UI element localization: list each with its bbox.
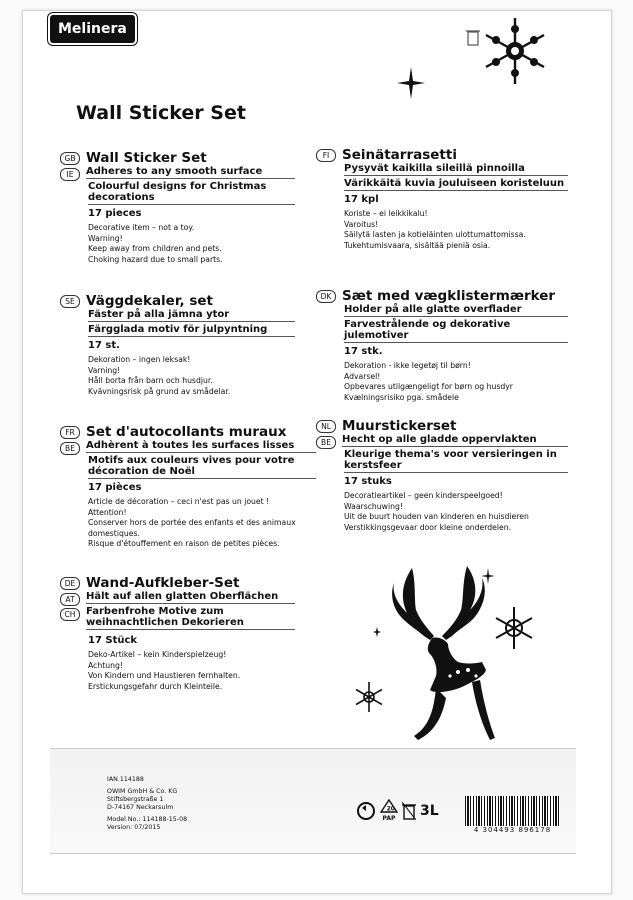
warning-line: Risque d'étouffement en raison de petites pièces. (88, 539, 280, 548)
feature-line: Färgglada motiv för julpyntning (88, 324, 295, 337)
section-heading: Wand-Aufkleber-Set (86, 575, 240, 591)
barcode (465, 796, 560, 834)
feature-line: Farvestrålende og dekorative julemotiver (344, 319, 568, 343)
feature-line: Motifs aux couleurs vives pour votre décoration de Noël (88, 455, 316, 479)
feature-line: Hält auf allen glatten Oberflächen (86, 591, 295, 604)
warning-line: Achtung! (88, 660, 123, 670)
feature-line: Colourful designs for Christmas decorations (88, 181, 295, 205)
warning-line: Håll borta från barn och husdjur. (88, 376, 213, 385)
feature-line: Adheres to any smooth surface (86, 166, 295, 179)
feature-line: Värikkäitä kuvia jouluiseen koristeluun (344, 178, 568, 191)
piece-count: 17 stuks (344, 476, 392, 487)
country-badge: GB (60, 152, 80, 165)
country-badge: BE (60, 442, 80, 455)
country-badge: NL (316, 420, 336, 433)
piece-count: 17 pièces (88, 482, 142, 493)
barcode-number: 4 304493 896178 (473, 826, 552, 834)
star-icon (372, 626, 382, 638)
country-badge: BE (316, 436, 336, 449)
ian-number: IAN 114188 (107, 776, 144, 783)
bin-icon (402, 802, 416, 820)
warning-line: Warning! (88, 233, 123, 243)
version-number: Version: 07/2015 (107, 824, 161, 831)
pap-icon (380, 799, 398, 822)
warning-line: Säilytä lasten ja kotieläinten ulottumattomissa. (344, 230, 526, 239)
section-heading: Wall Sticker Set (86, 150, 207, 166)
warning-line: Advarsel! (344, 371, 381, 381)
star-icon (396, 66, 426, 100)
warning-line: Keep away from children and pets. (88, 244, 222, 253)
company-city: D-74167 Neckarsulm (107, 804, 174, 811)
warning-line: Erstickungsgefahr durch Kleinteile. (88, 681, 223, 691)
warning-line: Decorative item – not a toy. (88, 223, 195, 232)
snowflake-icon (478, 14, 552, 88)
piece-count: 17 kpl (344, 194, 379, 205)
company-name: OWIM GmbH & Co. KG (107, 788, 178, 795)
model-number: Model No.: 114188-15-08 (107, 816, 188, 823)
warning-line: Varning! (88, 365, 121, 375)
svg-text:20: 20 (386, 805, 395, 813)
warning-line: Von Kindern und Haustieren fernhalten. (88, 671, 241, 680)
warning-line: Varoitus! (344, 219, 379, 229)
warning-line: Conserver hors de portée des enfants et des animaux domestiques. (88, 518, 296, 538)
star-icon (480, 567, 496, 585)
brand-logo: Melinera (50, 15, 135, 43)
warning-line: Attention! (88, 507, 127, 517)
feature-line: Fäster på alla jämna ytor (88, 309, 295, 322)
country-badge: FR (60, 426, 80, 439)
piece-count: 17 stk. (344, 346, 383, 357)
feature-line: Farbenfrohe Motive zum weihnachtlichen Dekorieren (86, 606, 295, 630)
pap-label: PAP (382, 815, 396, 822)
bin-icon (466, 28, 480, 46)
page-title: Wall Sticker Set (76, 102, 246, 124)
snowflake-icon (352, 680, 386, 714)
snowflake-icon (490, 604, 538, 652)
section-nl (316, 418, 568, 533)
warning-line: Deko-Artikel – kein Kinderspielzeug! (88, 650, 227, 659)
warning-line: Choking hazard due to small parts. (88, 254, 223, 264)
size-code: 3L (420, 802, 439, 819)
warning-line: Decoratieartikel – geen kinderspeelgoed! (344, 491, 503, 500)
warning-line: Waarschuwing! (344, 501, 403, 511)
company-street: Stiftsbergstraße 1 (107, 796, 164, 803)
country-badge: DE (60, 577, 80, 590)
warning-line: Article de décoration – ceci n'est pas un jouet ! (88, 497, 270, 506)
piece-count: 17 st. (88, 340, 120, 351)
feature-line: Hecht op alle gladde oppervlakten (342, 434, 568, 447)
feature-line: Holder på alle glatte overflader (344, 304, 568, 317)
section-se (60, 293, 295, 397)
country-badge: AT (60, 593, 80, 606)
warning-line: Koriste – ei leikkikalu! (344, 209, 428, 218)
country-badge: CH (60, 608, 80, 621)
piece-count: 17 Stück (88, 635, 138, 646)
warning-line: Kvävningsrisk på grund av smådelar. (88, 386, 231, 396)
section-heading: Set d'autocollants muraux (86, 424, 287, 440)
section-fr (60, 424, 316, 550)
section-fi (316, 147, 568, 251)
warning-line: Dekoration - ikke legetøj til børn! (344, 361, 471, 370)
reindeer-illustration (372, 558, 512, 758)
section-gb (60, 150, 295, 265)
section-de (60, 575, 295, 692)
warning-line: Kvælningsrisiko pga. smådele (344, 392, 459, 402)
warning-line: Uit de buurt houden van kinderen en huisdieren (344, 512, 529, 521)
recycling-marks (356, 799, 439, 822)
feature-line: Adhèrent à toutes les surfaces lisses (86, 440, 316, 453)
recycle-icon (356, 801, 376, 821)
barcode-bars (465, 796, 560, 826)
country-badge: DK (316, 290, 336, 303)
country-badge: FI (316, 149, 336, 162)
feature-line: Pysyvät kaikilla sileillä pinnoilla (344, 163, 568, 176)
section-heading: Seinätarrasetti (342, 147, 457, 163)
warning-line: Opbevares utilgængeligt for børn og husdyr (344, 382, 513, 391)
section-heading: Sæt med vægklistermærker (342, 288, 556, 304)
section-heading: Väggdekaler, set (86, 293, 213, 309)
piece-count: 17 pieces (88, 208, 142, 219)
feature-line: Kleurige thema's voor versieringen in kerstsfeer (344, 449, 568, 473)
country-badge: SE (60, 295, 80, 308)
section-heading: Muurstickerset (342, 418, 457, 434)
warning-line: Verstikkingsgevaar door kleine onderdelen. (344, 522, 512, 532)
warning-line: Tukehtumisvaara, sisältää pieniä osia. (344, 240, 491, 250)
imprint-block (107, 776, 187, 832)
warning-line: Dekoration – ingen leksak! (88, 355, 191, 364)
section-dk (316, 288, 568, 403)
country-badge: IE (60, 168, 80, 181)
